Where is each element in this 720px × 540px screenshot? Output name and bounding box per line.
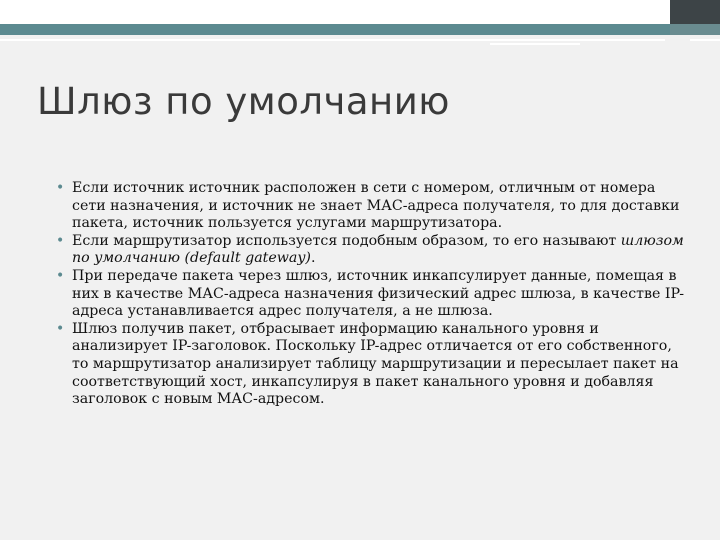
bullet-icon: • [56, 320, 65, 337]
divider-line [690, 39, 720, 41]
bullet-list [48, 180, 688, 409]
corner-block [670, 0, 720, 24]
divider-line [0, 39, 665, 41]
slide-title: Шлюз по умолчанию [37, 80, 450, 123]
bullet-icon: • [56, 267, 65, 284]
bullet-item [48, 180, 688, 233]
bullet-text: Шлюз получив пакет, отбрасывает информацию канального уровня и анализирует IP-заголовок. Поскольку IP-адрес отличается от его собственного, то маршрутизатор анализирует таблицу маршрутизации и пересылает пакет на соответствующий хост, инкапсулируя в пакет канального уровня и добавляя заголовок с новым МАС-адресом. [72, 320, 679, 408]
bullet-text: Если источник источник расположен в сети с номером, отличным от номера сети назначения, и источник не знает МАС-адреса получателя, то для доставки пакета, источник пользуется услугами маршрутизатора. [72, 180, 680, 232]
bullet-text-italic: шлюзом по умолчанию (default gateway) [72, 232, 684, 267]
header-band [0, 0, 720, 24]
bullet-text: . [310, 250, 316, 267]
bullet-item [48, 233, 688, 268]
bullet-icon: • [56, 180, 65, 196]
bullet-item [48, 268, 688, 321]
accent-bar-corner [670, 24, 720, 35]
bullet-item [48, 321, 688, 409]
bullet-icon: • [56, 232, 65, 249]
bullet-text: Если маршрутизатор используется подобным образом, то его называют [72, 232, 621, 249]
accent-bar [0, 24, 720, 35]
bullet-text: При передаче пакета через шлюз, источник инкапсулирует данные, помещая в них в качестве МАС-адреса назначения физический адрес шлюза, в качестве IP-адреса устанавливается адрес получателя, а не шлюза. [72, 267, 685, 320]
divider-line [490, 43, 580, 45]
